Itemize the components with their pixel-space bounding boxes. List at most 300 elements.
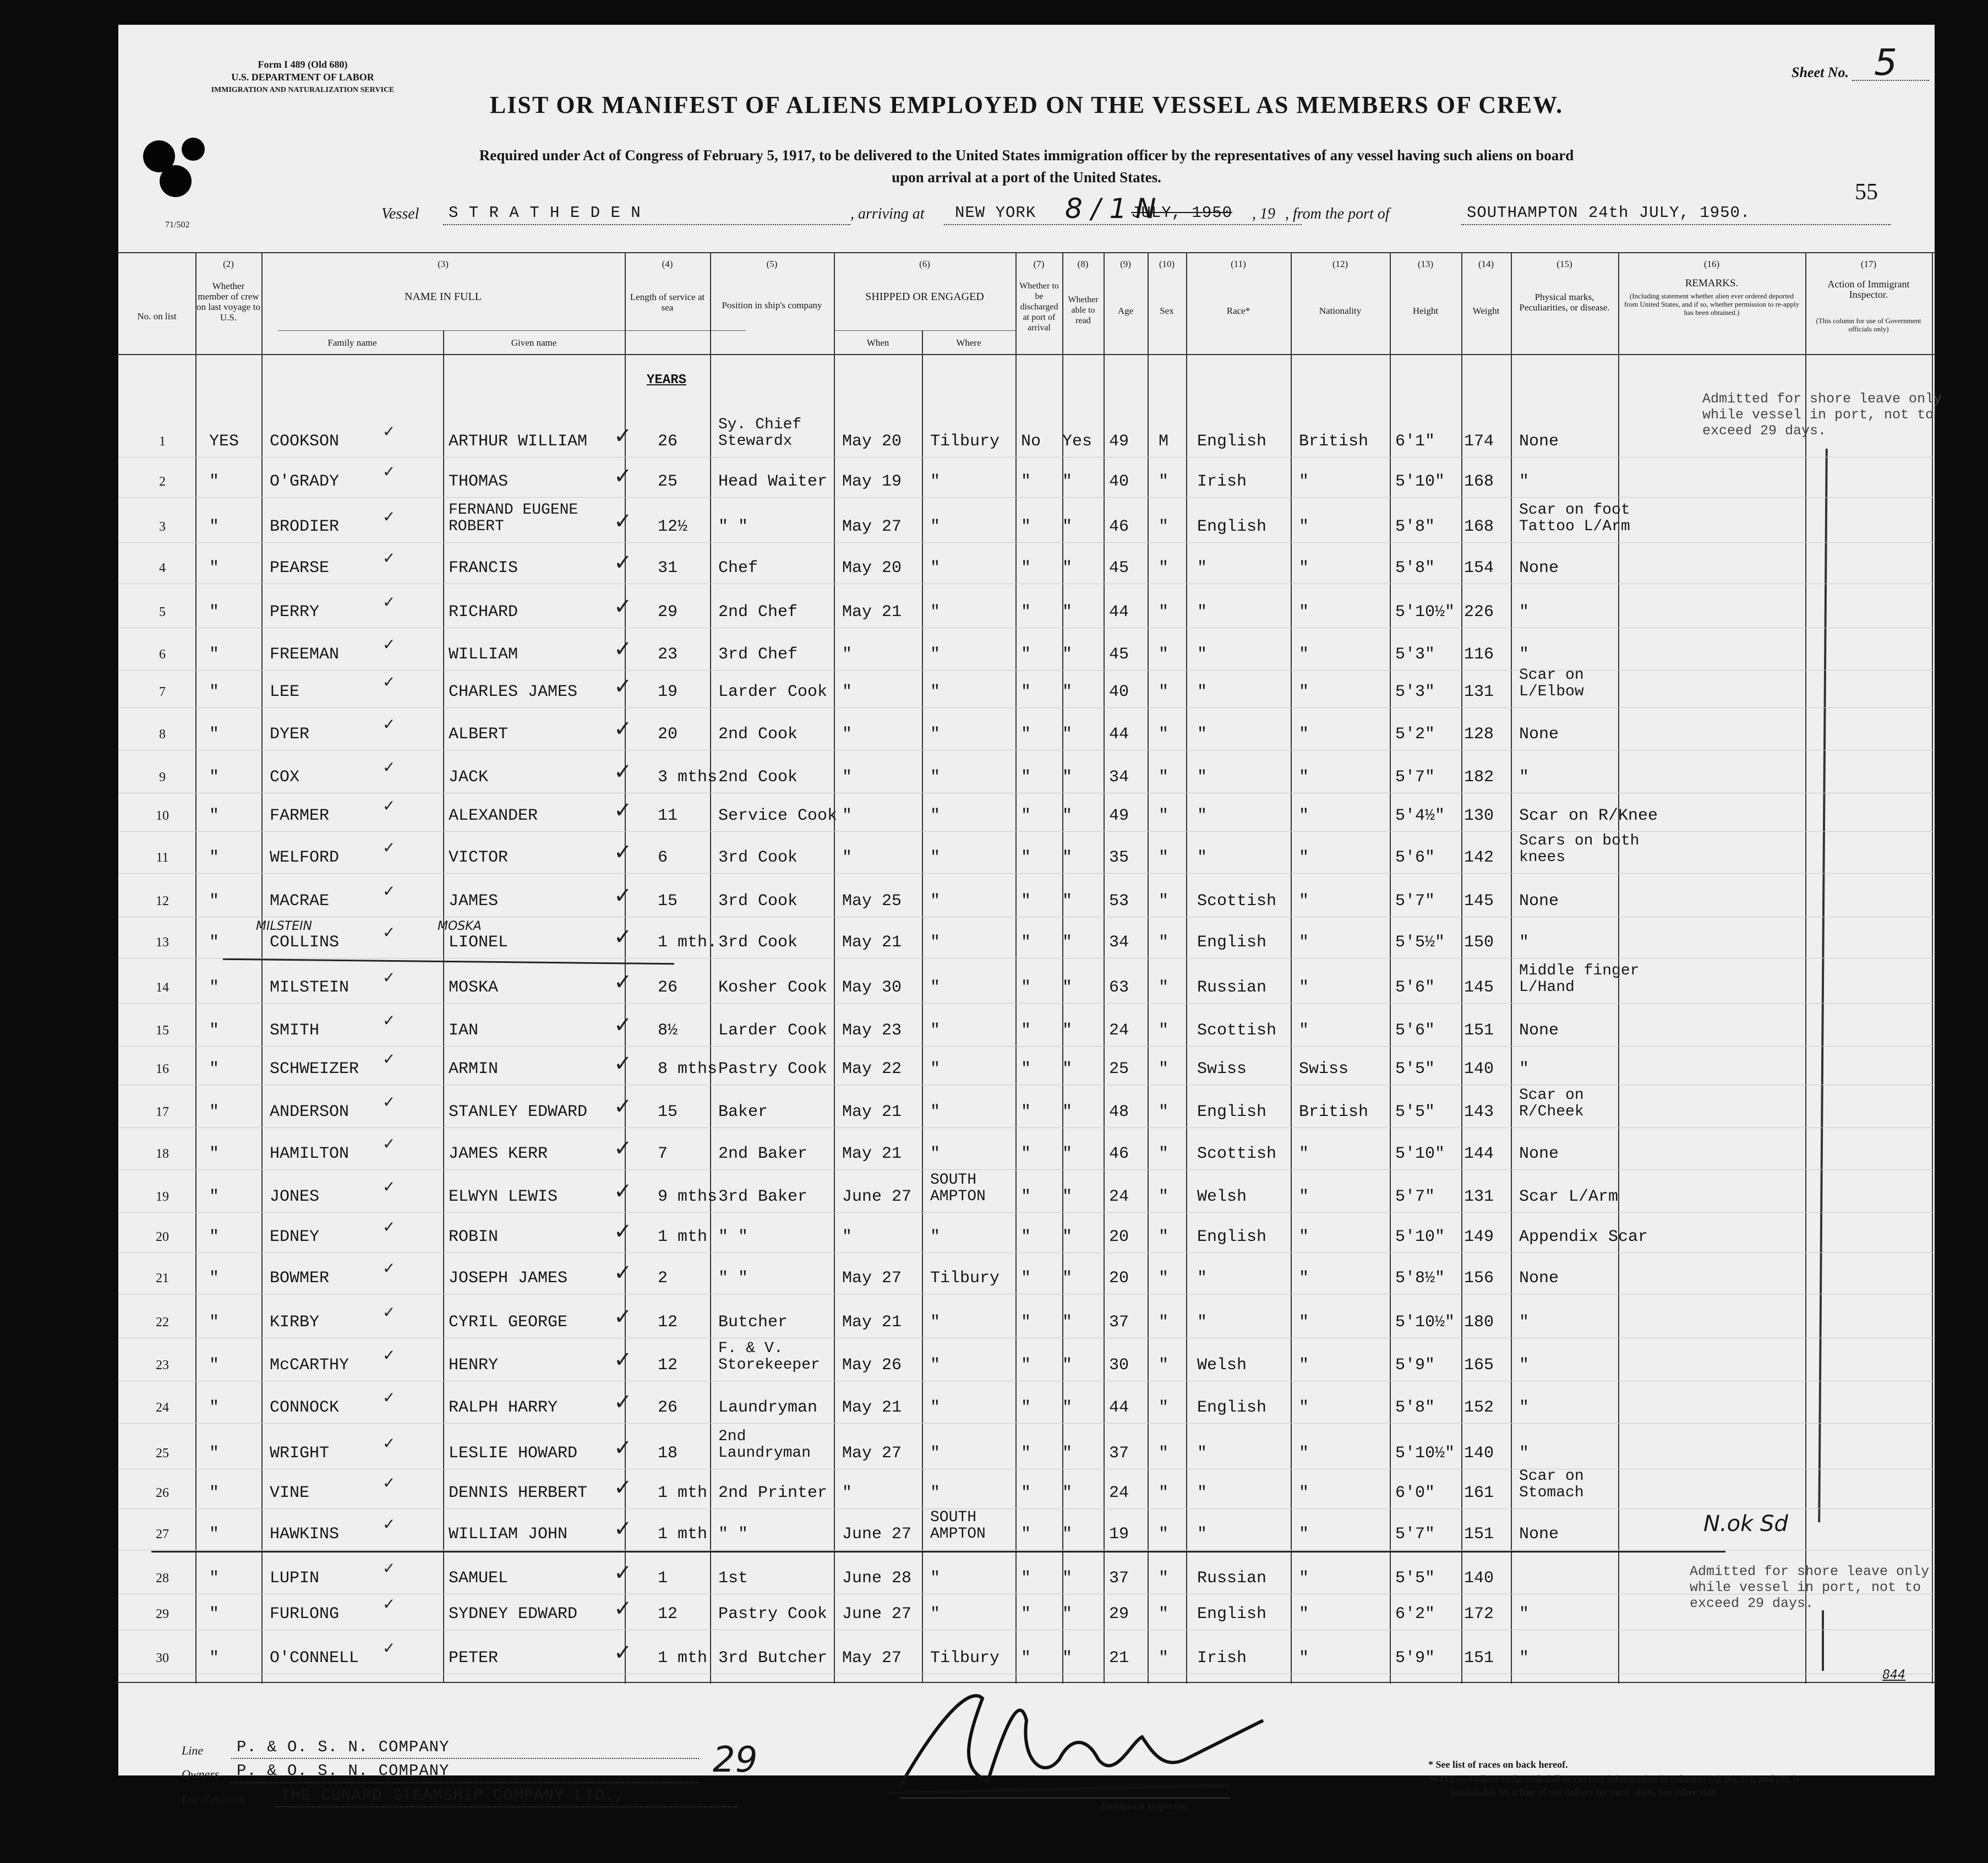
cell-family: DYER xyxy=(270,725,310,744)
cell-race: " xyxy=(1197,559,1208,578)
cell-race: English xyxy=(1197,432,1267,451)
cell-position: 2nd Laundryman xyxy=(718,1428,811,1462)
check-mark-icon: ✓ xyxy=(614,1136,632,1161)
check-mark-icon: ✓ xyxy=(614,924,632,950)
cell-position: " " xyxy=(718,1269,749,1288)
cell-sex: " xyxy=(1159,683,1169,701)
cell-when: May 21 xyxy=(842,603,902,622)
cell-sex: " xyxy=(1159,1103,1169,1121)
cell-family: FURLONG xyxy=(270,1605,340,1624)
check-mark-icon: ✓ xyxy=(383,1388,396,1407)
cell-voy: " xyxy=(209,645,220,664)
cell-family: O'CONNELL xyxy=(270,1649,359,1668)
cell-marks: Scar on Stomach xyxy=(1519,1468,1584,1501)
cell-marks: Scar on R/Knee xyxy=(1519,807,1658,825)
cell-race: " xyxy=(1197,683,1208,701)
check-mark-icon: ✓ xyxy=(614,1516,632,1541)
cell-position: 3rd Cook xyxy=(718,933,798,952)
cell-no: 16 xyxy=(156,1062,169,1076)
cell-sex: " xyxy=(1159,1060,1169,1078)
cell-nat: " xyxy=(1299,683,1309,701)
cell-service: 19 xyxy=(658,683,678,701)
cell-age: 49 xyxy=(1109,807,1129,825)
cell-height: 5'10" xyxy=(1395,472,1445,491)
check-mark-icon: ✓ xyxy=(383,1218,396,1236)
check-mark-icon: ✓ xyxy=(614,1012,632,1038)
cell-nat: " xyxy=(1299,1398,1309,1417)
cell-weight: 182 xyxy=(1464,768,1494,787)
row-rule xyxy=(118,670,1935,671)
cell-when: May 21 xyxy=(842,933,902,952)
cell-marks: None xyxy=(1519,725,1559,744)
cell-nat: " xyxy=(1299,1649,1309,1668)
cell-where: " xyxy=(930,768,941,787)
cell-weight: 149 xyxy=(1464,1228,1494,1246)
cell-voy: " xyxy=(209,1605,220,1624)
cell-family: MACRAE xyxy=(270,892,330,911)
cell-no: 2 xyxy=(159,475,166,489)
cell-given: SAMUEL xyxy=(449,1569,509,1588)
cell-race: Welsh xyxy=(1197,1187,1247,1206)
cell-nat: " xyxy=(1299,933,1309,952)
cell-read: " xyxy=(1062,978,1073,997)
cell-where: " xyxy=(930,1444,941,1463)
cell-age: 63 xyxy=(1109,978,1129,997)
cell-sex: " xyxy=(1159,1145,1169,1163)
cell-disch: " xyxy=(1021,1398,1031,1417)
sheet-number: 5 xyxy=(1874,41,1897,84)
cell-position: 2nd Baker xyxy=(718,1145,808,1163)
cell-no: 29 xyxy=(156,1607,169,1621)
cell-given: RICHARD xyxy=(449,603,518,622)
cell-age: 35 xyxy=(1109,848,1129,867)
check-mark-icon: ✓ xyxy=(383,1135,396,1153)
check-mark-icon: ✓ xyxy=(614,716,632,742)
cell-read: " xyxy=(1062,1525,1073,1544)
cell-service: 8 mths xyxy=(658,1060,718,1078)
header-remarks: REMARKS. xyxy=(1685,277,1739,289)
cell-no: 10 xyxy=(156,809,169,823)
cell-where: " xyxy=(930,1228,941,1246)
cell-position: 3rd Cook xyxy=(718,892,798,911)
cell-disch: " xyxy=(1021,978,1031,997)
page-title: LIST OR MANIFEST OF ALIENS EMPLOYED ON THE VESSEL AS MEMBERS OF CREW. xyxy=(489,91,1564,118)
cell-read: Yes xyxy=(1062,432,1093,451)
cell-service: 1 mth xyxy=(658,1525,708,1544)
cell-family: EDNEY xyxy=(270,1228,320,1246)
cell-no: 4 xyxy=(159,561,166,575)
cell-read: " xyxy=(1062,1021,1073,1040)
cell-marks: None xyxy=(1519,1145,1559,1163)
cell-family: LUPIN xyxy=(270,1569,320,1588)
cell-height: 5'7" xyxy=(1395,1525,1435,1544)
header-family-name: Family name xyxy=(327,337,377,348)
header-discharged: Whether to be discharged at port of arrival xyxy=(1019,281,1059,333)
cell-age: 37 xyxy=(1109,1569,1129,1588)
row-rule xyxy=(118,1423,1935,1424)
cell-race: Irish xyxy=(1197,1649,1247,1668)
cell-disch: " xyxy=(1021,603,1031,622)
cell-marks: " xyxy=(1519,1356,1530,1375)
cell-service: 12 xyxy=(658,1605,678,1624)
cell-family: PERRY xyxy=(270,603,320,622)
header-given-name: Given name xyxy=(511,337,557,348)
cell-weight: 131 xyxy=(1464,683,1494,701)
cell-given: THOMAS xyxy=(449,472,509,491)
cell-sex: M xyxy=(1159,432,1169,451)
check-mark-icon: ✓ xyxy=(614,1435,632,1461)
cell-family: COOKSON xyxy=(270,432,340,451)
cell-no: 30 xyxy=(156,1651,169,1665)
cell-disch: " xyxy=(1021,1569,1031,1588)
cell-service: 11 xyxy=(658,807,678,825)
cell-nat: British xyxy=(1299,1103,1369,1121)
cell-voy: " xyxy=(209,933,220,952)
cell-sex: " xyxy=(1159,603,1169,622)
cell-when: May 27 xyxy=(842,1649,902,1668)
cell-age: 37 xyxy=(1109,1444,1129,1463)
cell-read: " xyxy=(1062,1398,1073,1417)
cell-position: Kosher Cook xyxy=(718,978,828,997)
col-num-3: (3) xyxy=(438,259,449,269)
cell-service: 26 xyxy=(658,978,678,997)
cell-where: " xyxy=(930,892,941,911)
cell-where: " xyxy=(930,1103,941,1121)
cell-where: " xyxy=(930,1313,941,1332)
agents-value: THE CUNARD STEAMSHIP COMPANY LTD., xyxy=(281,1786,625,1805)
cell-height: 5'6" xyxy=(1395,1021,1435,1040)
cell-when: " xyxy=(842,1484,853,1502)
cell-race: " xyxy=(1197,1269,1208,1288)
cell-marks: " xyxy=(1519,1398,1530,1417)
cell-no: 20 xyxy=(156,1230,169,1244)
cell-given: SYDNEY EDWARD xyxy=(449,1605,578,1624)
agents-underline xyxy=(275,1806,738,1807)
cell-voy: " xyxy=(209,1398,220,1417)
check-mark-icon: ✓ xyxy=(383,838,396,857)
cell-voy: " xyxy=(209,1313,220,1332)
cell-height: 5'4½" xyxy=(1395,807,1445,825)
cell-race: " xyxy=(1197,645,1208,664)
cell-weight: 142 xyxy=(1464,848,1494,867)
cell-service: 25 xyxy=(658,472,678,491)
check-mark-icon: ✓ xyxy=(614,594,632,619)
cell-disch: " xyxy=(1021,1649,1031,1668)
cell-voy: " xyxy=(209,603,220,622)
cell-voy: " xyxy=(209,1444,220,1463)
cell-race: Scottish xyxy=(1197,1021,1277,1040)
cell-race: " xyxy=(1197,725,1208,744)
cell-where: " xyxy=(930,978,941,997)
cell-nat: " xyxy=(1299,1187,1309,1206)
cell-position: 2nd Printer xyxy=(718,1484,828,1502)
cell-nat: " xyxy=(1299,807,1309,825)
row-rule xyxy=(118,542,1935,543)
crew-count: 29 xyxy=(713,1740,758,1780)
cell-nat: " xyxy=(1299,1444,1309,1463)
cell-nat: British xyxy=(1299,432,1369,451)
cell-race: Russian xyxy=(1197,978,1267,997)
cell-service: 12 xyxy=(658,1356,678,1375)
check-mark-icon: ✓ xyxy=(614,883,632,908)
cell-read: " xyxy=(1062,725,1073,744)
cell-where: SOUTH AMPTON xyxy=(930,1509,986,1543)
check-mark-icon: ✓ xyxy=(383,508,396,526)
cell-marks: " xyxy=(1519,1605,1530,1624)
cell-family: WELFORD xyxy=(270,848,340,867)
cell-weight: 116 xyxy=(1464,645,1494,664)
cell-family: CONNOCK xyxy=(270,1398,340,1417)
cell-read: " xyxy=(1062,1313,1073,1332)
check-mark-icon: ✓ xyxy=(614,759,632,785)
cell-disch: " xyxy=(1021,1228,1031,1246)
cell-no: 24 xyxy=(156,1401,169,1415)
cell-weight: 152 xyxy=(1464,1398,1494,1417)
cell-marks: None xyxy=(1519,559,1559,578)
cell-age: 30 xyxy=(1109,1356,1129,1375)
cell-no: 3 xyxy=(159,520,166,534)
cell-race: Welsh xyxy=(1197,1356,1247,1375)
cell-weight: 156 xyxy=(1464,1269,1494,1288)
cell-where: " xyxy=(930,933,941,952)
footnote-note: NOTE.—Failure to furnish full or correct information in columns (3), (6), (7), and (8), is xyxy=(1428,1773,1800,1784)
cell-race: Scottish xyxy=(1197,892,1277,911)
cell-weight: 144 xyxy=(1464,1145,1494,1163)
cell-nat: " xyxy=(1299,559,1309,578)
cell-given: CHARLES JAMES xyxy=(449,683,578,701)
row-rule xyxy=(118,1252,1935,1253)
cell-weight: 174 xyxy=(1464,432,1494,451)
cell-read: " xyxy=(1062,1103,1073,1121)
col-divider xyxy=(922,330,923,1682)
cell-voy: YES xyxy=(209,432,239,451)
col-num-10: (10) xyxy=(1159,259,1175,269)
cell-disch: " xyxy=(1021,725,1031,744)
header-race: Race* xyxy=(1226,306,1250,316)
cell-when: May 26 xyxy=(842,1356,902,1375)
cell-family: FARMER xyxy=(270,807,330,825)
check-mark-icon: ✓ xyxy=(614,1260,632,1285)
check-mark-icon: ✓ xyxy=(383,1434,396,1452)
cell-sex: " xyxy=(1159,1021,1169,1040)
header-age: Age xyxy=(1117,306,1134,316)
agents-label: Local Agents xyxy=(182,1792,245,1806)
cell-family: HAWKINS xyxy=(270,1525,340,1544)
check-mark-icon: ✓ xyxy=(614,550,632,575)
cell-when: May 30 xyxy=(842,978,902,997)
cell-race: " xyxy=(1197,1484,1208,1502)
cell-read: " xyxy=(1062,559,1073,578)
line-underline xyxy=(231,1758,699,1759)
cell-service: 1 mth xyxy=(658,1228,708,1246)
cell-age: 49 xyxy=(1109,432,1129,451)
cell-position: F. & V. Storekeeper xyxy=(718,1340,820,1374)
cell-read: " xyxy=(1062,848,1073,867)
cell-when: " xyxy=(842,683,853,701)
check-mark-icon: ✓ xyxy=(383,1303,396,1321)
cell-sex: " xyxy=(1159,1269,1169,1288)
cell-when: June 28 xyxy=(842,1569,912,1588)
check-mark-icon: ✓ xyxy=(614,636,632,662)
cell-given: JOSEPH JAMES xyxy=(449,1269,568,1288)
cell-race: English xyxy=(1197,1605,1267,1624)
cell-nat: " xyxy=(1299,978,1309,997)
cell-voy: " xyxy=(209,1269,220,1288)
cell-no: 11 xyxy=(156,851,169,865)
correction-family: MILSTEIN xyxy=(256,919,312,933)
check-mark-icon: ✓ xyxy=(383,1259,396,1277)
cell-marks: Scar on R/Cheek xyxy=(1519,1087,1584,1120)
header-position: Position in ship's company xyxy=(722,300,822,310)
cell-disch: " xyxy=(1021,1484,1031,1502)
cell-marks: " xyxy=(1519,768,1530,787)
cell-disch: " xyxy=(1021,1269,1031,1288)
cell-voy: " xyxy=(209,518,220,536)
cell-service: 1 mth xyxy=(658,1649,708,1668)
cell-disch: No xyxy=(1021,432,1041,451)
col-num-12: (12) xyxy=(1332,259,1348,269)
cell-height: 6'0" xyxy=(1395,1484,1435,1502)
cell-no: 15 xyxy=(156,1023,169,1038)
footnote-races: * See list of races on back hereof. xyxy=(1428,1759,1568,1770)
cell-age: 21 xyxy=(1109,1649,1129,1668)
cell-weight: 165 xyxy=(1464,1356,1494,1375)
cell-position: Laundryman xyxy=(718,1398,818,1417)
cell-family: KIRBY xyxy=(270,1313,320,1332)
check-mark-icon: ✓ xyxy=(383,1093,396,1111)
cell-nat: " xyxy=(1299,1525,1309,1544)
cell-position: 3rd Butcher xyxy=(718,1649,828,1668)
cell-race: English xyxy=(1197,1398,1267,1417)
cell-where: " xyxy=(930,1145,941,1163)
cell-disch: " xyxy=(1021,1060,1031,1078)
check-mark-icon: ✓ xyxy=(614,1390,632,1415)
cell-marks: None xyxy=(1519,1269,1559,1288)
check-mark-icon: ✓ xyxy=(614,1640,632,1665)
cell-given: ALBERT xyxy=(449,725,509,744)
cell-height: 5'7" xyxy=(1395,1187,1435,1206)
cell-voy: " xyxy=(209,978,220,997)
cell-sex: " xyxy=(1159,933,1169,952)
cell-weight: 161 xyxy=(1464,1484,1494,1502)
remarks-top: Admitted for shore leave only while vessel in port, not to exceed 29 days. xyxy=(1702,391,1942,439)
cell-position: " " xyxy=(718,1525,749,1544)
cell-given: STANLEY EDWARD xyxy=(449,1103,588,1121)
cell-height: 5'5" xyxy=(1395,1569,1435,1588)
cell-disch: " xyxy=(1021,1021,1031,1040)
cell-sex: " xyxy=(1159,645,1169,664)
cell-height: 5'3" xyxy=(1395,645,1435,664)
cell-nat: " xyxy=(1299,1269,1309,1288)
cell-given: FRANCIS xyxy=(449,559,518,578)
check-mark-icon: ✓ xyxy=(383,797,396,815)
cell-read: " xyxy=(1062,1484,1073,1502)
cell-marks: " xyxy=(1519,1444,1530,1463)
cell-read: " xyxy=(1062,1269,1073,1288)
vessel-name: S T R A T H E D E N xyxy=(449,204,641,222)
cell-when: May 22 xyxy=(842,1060,902,1078)
col-num-2: (2) xyxy=(223,259,234,269)
col-num-4: (4) xyxy=(662,259,673,269)
cell-voy: " xyxy=(209,768,220,787)
form-number: Form I 489 (Old 680) xyxy=(258,59,348,70)
col-num-8: (8) xyxy=(1077,259,1089,269)
check-mark-icon: ✓ xyxy=(383,1346,396,1364)
cell-read: " xyxy=(1062,683,1073,701)
cell-age: 25 xyxy=(1109,1060,1129,1078)
cell-no: 19 xyxy=(156,1190,169,1204)
cell-read: " xyxy=(1062,1145,1073,1163)
col-num-14: (14) xyxy=(1478,259,1494,269)
cell-when: May 21 xyxy=(842,1313,902,1332)
cell-nat: " xyxy=(1299,1569,1309,1588)
cell-nat: " xyxy=(1299,848,1309,867)
cell-when: " xyxy=(842,848,853,867)
cell-weight: 140 xyxy=(1464,1060,1494,1078)
cell-where: " xyxy=(930,559,941,578)
cell-disch: " xyxy=(1021,1525,1031,1544)
cell-no: 5 xyxy=(159,605,166,619)
cell-age: 45 xyxy=(1109,645,1129,664)
cell-weight: 172 xyxy=(1464,1605,1494,1624)
cell-position: Baker xyxy=(718,1103,768,1121)
cell-family: SMITH xyxy=(270,1021,320,1040)
cell-weight: 128 xyxy=(1464,725,1494,744)
cell-age: 29 xyxy=(1109,1605,1129,1624)
check-mark-icon: ✓ xyxy=(383,715,396,733)
owners-underline xyxy=(231,1782,699,1783)
cell-when: May 19 xyxy=(842,472,902,491)
cell-read: " xyxy=(1062,807,1073,825)
cell-marks: Scar L/Arm xyxy=(1519,1187,1619,1206)
cell-sex: " xyxy=(1159,768,1169,787)
header-weight: Weight xyxy=(1472,306,1500,316)
cell-height: 5'7" xyxy=(1395,892,1435,911)
header-inspector-action: Action of Immigrant Inspector. xyxy=(1827,279,1910,300)
cell-sex: " xyxy=(1159,892,1169,911)
cell-sex: " xyxy=(1159,1398,1169,1417)
cell-given: LIONEL xyxy=(449,933,509,952)
check-mark-icon: ✓ xyxy=(614,1051,632,1076)
cell-position: Pastry Cook xyxy=(718,1060,828,1078)
cell-sex: " xyxy=(1159,1356,1169,1375)
cell-where: " xyxy=(930,603,941,622)
check-mark-icon: ✓ xyxy=(383,758,396,776)
cell-sex: " xyxy=(1159,848,1169,867)
cell-nat: " xyxy=(1299,1313,1309,1332)
cell-when: " xyxy=(842,725,853,744)
department: U.S. DEPARTMENT OF LABOR xyxy=(231,72,374,83)
initials: 844 xyxy=(1882,1668,1905,1682)
cell-given: ALEXANDER xyxy=(449,807,538,825)
cell-no: 17 xyxy=(156,1105,169,1119)
cell-voy: " xyxy=(209,848,220,867)
cell-read: " xyxy=(1062,1187,1073,1206)
cell-height: 5'5" xyxy=(1395,1103,1435,1121)
cell-disch: " xyxy=(1021,1103,1031,1121)
cell-family: VINE xyxy=(270,1484,310,1502)
cell-nat: " xyxy=(1299,1605,1309,1624)
cell-no: 27 xyxy=(156,1527,169,1541)
cell-when: May 20 xyxy=(842,559,902,578)
cell-given: CYRIL GEORGE xyxy=(449,1313,568,1332)
cell-read: " xyxy=(1062,1228,1073,1246)
cell-race: English xyxy=(1197,518,1267,536)
cell-weight: 140 xyxy=(1464,1569,1494,1588)
cell-age: 46 xyxy=(1109,1145,1129,1163)
cell-voy: " xyxy=(209,1525,220,1544)
cell-weight: 145 xyxy=(1464,892,1494,911)
